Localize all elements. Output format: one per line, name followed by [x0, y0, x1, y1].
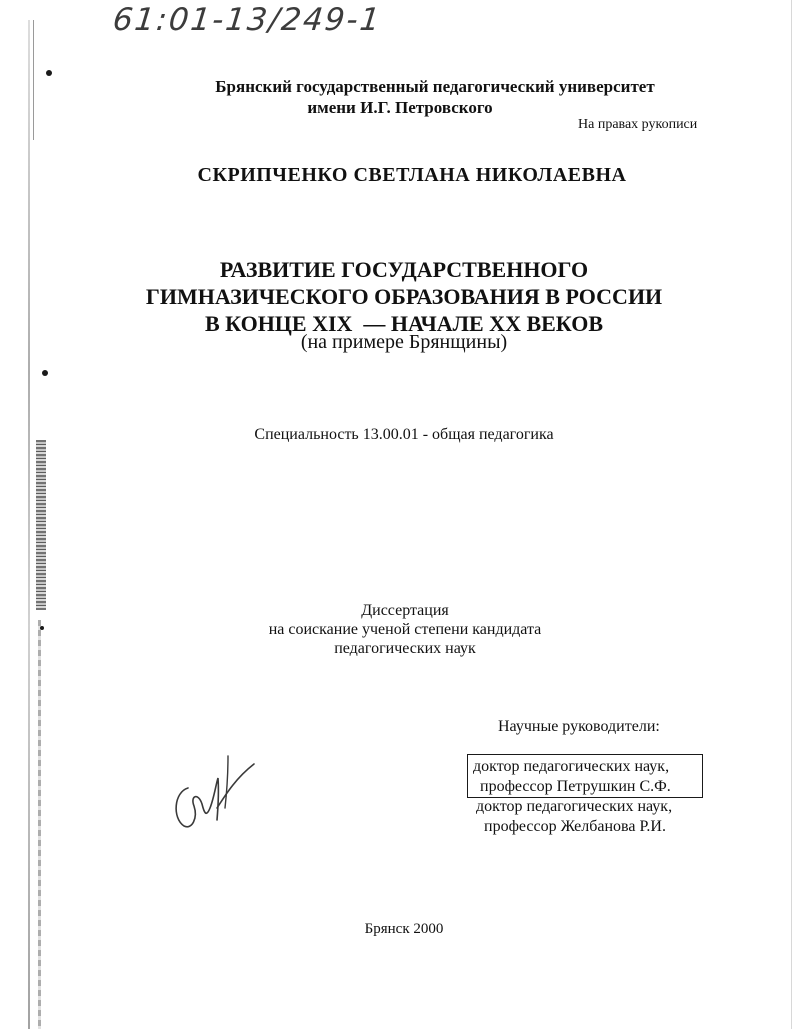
author-name: СКРИПЧЕНКО СВЕТЛАНА НИКОЛАЕВНА: [197, 164, 627, 186]
specialty: Специальность 13.00.01 - общая педагогика: [254, 426, 554, 443]
dissertation-line: на соискание ученой степени кандидата: [268, 621, 542, 638]
advisor-degree: доктор педагогических наук,: [476, 798, 673, 815]
advisors-heading: Научные руководители:: [498, 718, 660, 735]
university-name: Брянский государственный педагогический университет: [215, 77, 655, 96]
title-line: РАЗВИТИЕ ГОСУДАРСТВЕННОГО: [219, 257, 589, 282]
dissertation-line: педагогических наук: [334, 640, 476, 657]
advisor-name: профессор Петрушкин С.Ф.: [480, 778, 671, 795]
handwritten-archive-number: 61:01-13/249-1: [111, 2, 384, 38]
advisor-degree: доктор педагогических наук,: [473, 758, 670, 775]
scan-binding-noise: [36, 440, 46, 610]
scan-edge-line: [791, 0, 792, 1029]
university-name-line2: имени И.Г. Петровского: [307, 98, 493, 117]
manuscript-rights-note: На правах рукописи: [578, 117, 698, 132]
dissertation-line: Диссертация: [361, 602, 449, 619]
scan-dot: [42, 370, 48, 376]
title-line: В КОНЦЕ XIX — НАЧАЛЕ XX ВЕКОВ: [205, 311, 603, 336]
signature: [170, 748, 265, 838]
dissertation-type: [0, 601, 798, 658]
title-subtitle: (на примере Брянщины): [300, 331, 508, 353]
dissertation-title: [0, 256, 798, 337]
scan-edge-line: [38, 620, 41, 1029]
title-line: ГИМНАЗИЧЕСКОГО ОБРАЗОВАНИЯ В РОССИИ: [145, 284, 663, 309]
city-year: Брянск 2000: [364, 921, 444, 937]
advisor-name: профессор Желбанова Р.И.: [484, 818, 666, 835]
